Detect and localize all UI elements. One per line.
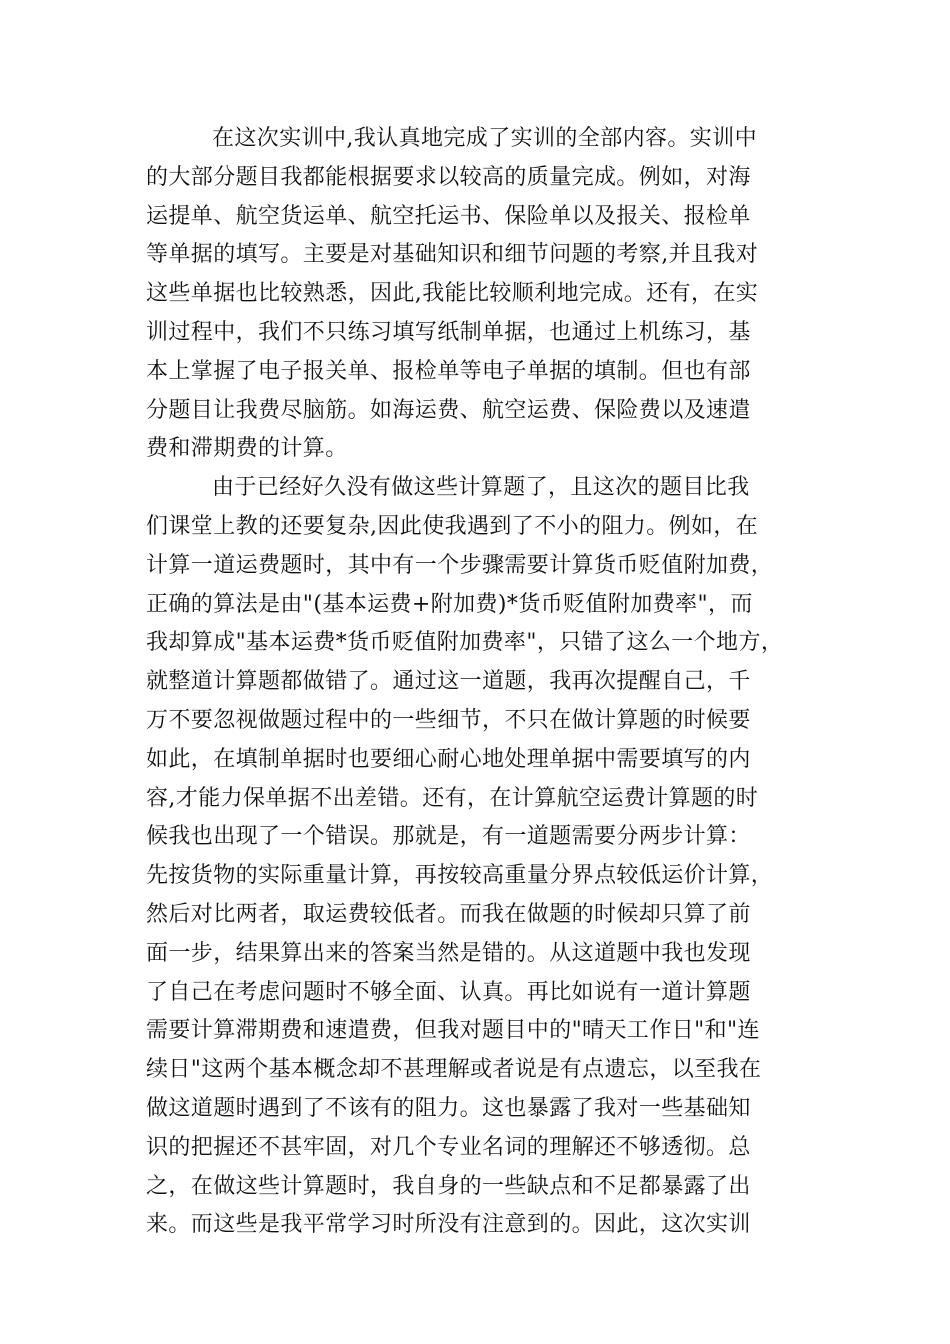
text-line: 训过程中，我们不只练习填写纸制单据，也通过上机练习，基 — [146, 319, 751, 345]
text-line: 面一步，结果算出来的答案当然是错的。从这道题中我也发现 — [146, 940, 751, 966]
document-body — [146, 120, 816, 1245]
text-line: 万不要忽视做题过程中的一些细节，不只在做计算题的时候要 — [146, 707, 751, 733]
text-line: 分题目让我费尽脑筋。如海运费、航空运费、保险费以及速遣 — [146, 397, 751, 423]
text-line: 正确的算法是由"(基本运费+附加费)*货币贬值附加费率"，而 — [146, 591, 753, 617]
text-line: 就整道计算题都做错了。通过这一道题，我再次提醒自己，千 — [146, 669, 751, 695]
text-line: 们课堂上教的还要复杂,因此使我遇到了不小的阻力。例如，在 — [146, 513, 759, 539]
paragraph-1 — [146, 120, 816, 469]
text-line: 候我也出现了一个错误。那就是，有一道题需要分两步计算： — [146, 824, 751, 850]
text-line: 然后对比两者，取运费较低者。而我在做题的时候却只算了前 — [146, 901, 751, 927]
text-line: 做这道题时遇到了不该有的阻力。这也暴露了我对一些基础知 — [146, 1095, 751, 1121]
text-line: 本上掌握了电子报关单、报检单等电子单据的填制。但也有部 — [146, 358, 751, 384]
text-line: 了自己在考虑问题时不够全面、认真。再比如说有一道计算题 — [146, 979, 751, 1005]
text-line: 在这次实训中,我认真地完成了实训的全部内容。实训中 — [212, 126, 757, 151]
text-line: 如此，在填制单据时也要细心耐心地处理单据中需要填写的内 — [146, 746, 751, 772]
text-line: 先按货物的实际重量计算，再按较高重量分界点较低运价计算， — [146, 863, 774, 889]
text-line: 需要计算滞期费和速遣费，但我对题目中的"晴天工作日"和"连 — [146, 1018, 760, 1044]
paragraph-2 — [146, 469, 816, 1245]
text-line: 运提单、航空货运单、航空托运书、保险单以及报关、报检单 — [146, 203, 751, 229]
text-line: 容,才能力保单据不出差错。还有，在计算航空运费计算题的时 — [146, 785, 759, 811]
text-line: 续日"这两个基本概念却不甚理解或者说是有点遗忘，以至我在 — [146, 1057, 762, 1083]
text-line: 由于已经好久没有做这些计算题了，且这次的题目比我 — [212, 475, 750, 501]
text-line: 识的把握还不甚牢固，对几个专业名词的理解还不够透彻。总 — [146, 1134, 751, 1160]
text-line: 这些单据也比较熟悉，因此,我能比较顺利地完成。还有，在实 — [146, 281, 759, 307]
text-line: 计算一道运费题时，其中有一个步骤需要计算货币贬值附加费， — [146, 552, 774, 578]
text-line: 等单据的填写。主要是对基础知识和细节问题的考察,并且我对 — [146, 242, 759, 268]
text-line: 费和滞期费的计算。 — [146, 436, 348, 462]
text-line: 的大部分题目我都能根据要求以较高的质量完成。例如，对海 — [146, 164, 751, 190]
text-line: 我却算成"基本运费*货币贬值附加费率"，只错了这么一个地方， — [146, 630, 784, 656]
text-line: 来。而这些是我平常学习时所没有注意到的。因此，这次实训 — [146, 1212, 751, 1238]
text-line: 之，在做这些计算题时，我自身的一些缺点和不足都暴露了出 — [146, 1173, 751, 1199]
